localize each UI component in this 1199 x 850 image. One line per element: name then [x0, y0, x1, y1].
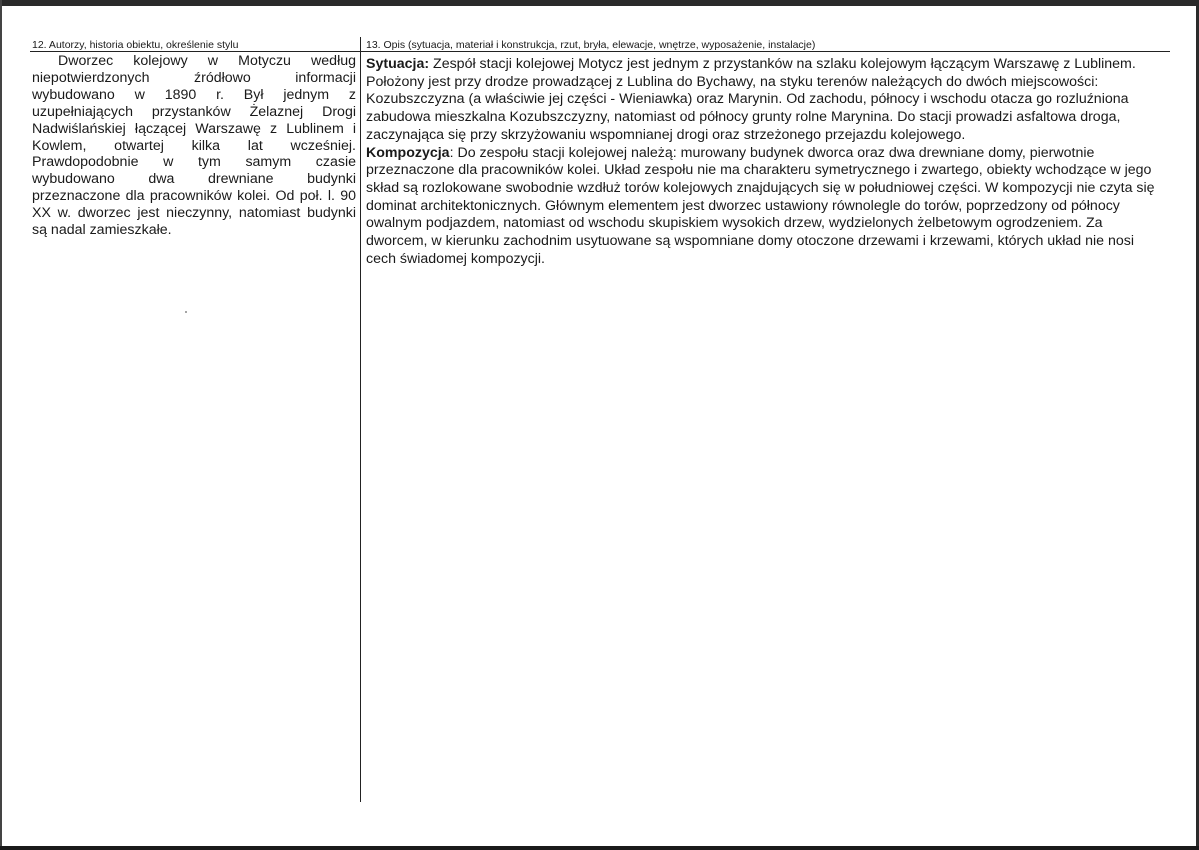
scan-left-border [0, 0, 2, 850]
section-12-text: Dworzec kolejowy w Motyczu według niepotwierdzonych źródłowo informacji wybudowano w 1890 r. Był jednym z uzupełniających przystanków Żelaznej Drogi Nadwiślańskiej łączącej Warszawę z Lublinem i Kowlem, otwartej kilka lat wcześniej. Prawdopodobnie w tym samym czasie wybudowano dwa drewniane budynki przeznaczone dla pracowników kolei. Od poł. l. 90 XX w. dworzec jest nieczynny, natomiast budynki są nadal zamieszkałe. [32, 53, 356, 239]
column-divider [360, 37, 361, 802]
kompozycja-label: Kompozycja [366, 144, 450, 161]
kompozycja-text: : Do zespołu stacji kolejowej należą: murowany budynek dworca oraz dwa drewniane domy, pierwotnie przeznaczone dla pracowników kolei. Układ zespołu nie ma charakteru symetrycznego i zwartego, obiekty wchodzące w jego skład są rozlokowane swobodnie wzdłuż torów kolejowych znajdujących się w południowej części. W kompozycji nie czyta się dominat architektonicznych. Głównym elementem jest dworzec ustawiony równolegle do torów, poprzedzony od północy owalnym podjazdem, natomiast od wschodu skupiskiem wysokich drzew, wydzielonych żelbetowym ogrodzeniem. Za dworcem, w kierunku zachodnim usytuowane są wspomniane domy otoczone drzewami i krzewami, których układ nie nosi cech świadomej kompozycji. [366, 144, 1155, 267]
section-12-header: 12. Autorzy, historia obiektu, określenie stylu [32, 39, 239, 51]
sytuacja-label: Sytuacja: [366, 56, 430, 72]
scan-bottom-border [0, 846, 1199, 850]
section-13-header: 13. Opis (sytuacja, materiał i konstrukcja, rzut, bryła, elewacje, wnętrze, wyposażenie, instalacje) [366, 39, 816, 51]
kompozycja-paragraph [366, 145, 1166, 269]
header-rule [30, 51, 1170, 52]
sytuacja-paragraph [366, 56, 1166, 145]
scan-speck [185, 311, 187, 313]
sytuacja-text: Zespół stacji kolejowej Motycz jest jednym z przystanków na szlaku kolejowym łączącym Warszawę z Lublinem. Położony jest przy drodze prowadzącej z Lublina do Bychawy, na styku terenów należących do dwóch miejscowości: Kozubszczyzna (a właściwie jej części - Wieniawka) oraz Marynin. Od zachodu, północy i wschodu otacza go rozluźniona zabudowa mieszkalna Kozubszczyzny, natomiast od północy grunty rolne Marynina. Do stacji prowadzi asfaltowa droga, zaczynająca się przy skrzyżowaniu wspomnianej drogi oraz strzeżonego przejazdu kolejowego. [366, 56, 1136, 143]
section-13-body [366, 56, 1166, 268]
scan-top-border [0, 0, 1199, 6]
